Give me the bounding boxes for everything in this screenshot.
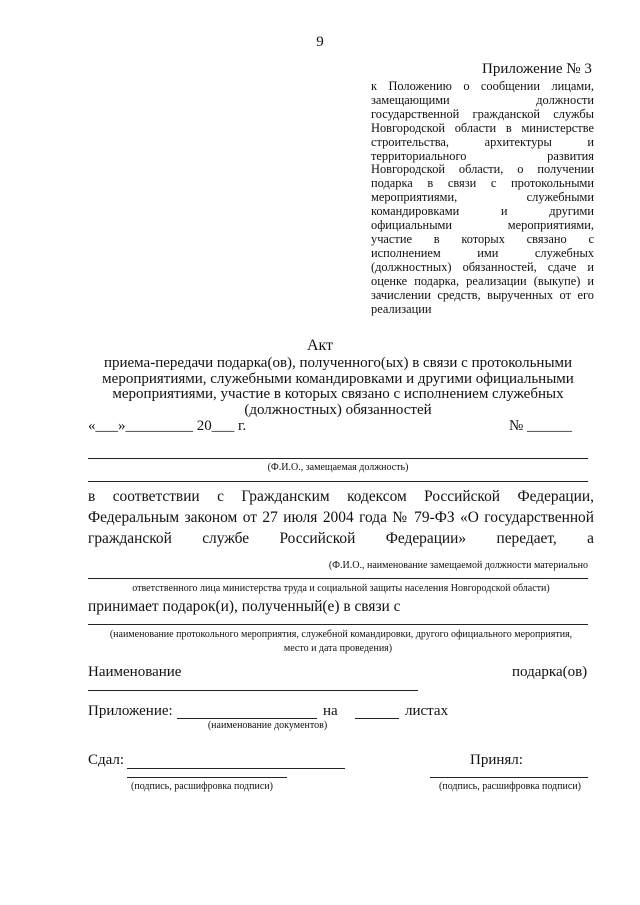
attachment-sheets-line xyxy=(355,718,399,719)
caption-event-2: место и дата проведения) xyxy=(283,643,393,654)
act-number-field: № ______ xyxy=(509,418,573,434)
caption-responsible-1: (Ф.И.О., наименование замещаемой должности материально xyxy=(328,560,588,571)
date-field: «___»_________ 20___ г. xyxy=(88,418,247,434)
appendix-line: оценке подарка, реализации (выкупе) и xyxy=(371,273,594,288)
accepted-signature-line xyxy=(430,777,588,778)
appendix-reference xyxy=(371,80,594,316)
accepted-label: Принял: xyxy=(470,752,523,768)
body-line: гражданской службе Российской Федерации» передает, а xyxy=(88,530,594,547)
appendix-line: к Положению о сообщении лицами, xyxy=(371,79,594,93)
act-subtitle: приема-передачи подарка(ов), полученного(ых) в связи с протокольными мероприятиями, служебными командировками и другими официальными мероприятиями, участие в которых связано с исполнением служебных (должностных) обязанностей xyxy=(102,355,574,418)
appendix-line: командировками и другими xyxy=(371,204,594,219)
caption-accepted-signature: (подпись, расшифровка подписи) xyxy=(439,781,581,792)
responsible-line xyxy=(88,578,588,579)
appendix-title: Приложение № 3 xyxy=(482,61,592,77)
appendix-line: Новгородской области в министерстве xyxy=(371,120,594,135)
body-line: Федеральным законом от 27 июля 2004 года № 79-ФЗ «О государственной xyxy=(88,509,594,526)
caption-documents: (наименование документов) xyxy=(207,720,328,731)
appendix-line: зачислении средств, вырученных от его xyxy=(371,287,594,302)
handed-label: Сдал: xyxy=(88,752,125,768)
appendix-line: официальными мероприятиями, xyxy=(371,218,594,233)
fio-line xyxy=(88,458,588,459)
caption-fio-position: (Ф.И.О., замещаемая должность) xyxy=(267,462,409,473)
event-line xyxy=(88,624,588,625)
attachment-label: Приложение: xyxy=(88,703,173,719)
appendix-line: подарка в связи с протокольными xyxy=(371,176,594,191)
attachment-sheets: листах xyxy=(405,703,449,719)
gift-name-line xyxy=(88,690,418,691)
caption-responsible-2: ответственного лица министерства труда и социальной защиты населения Новгородской области) xyxy=(132,583,550,594)
attachment-on: на xyxy=(323,703,338,719)
appendix-line: (должностных) обязанностей, сдаче и xyxy=(371,259,594,274)
accepts-text: принимает подарок(и), полученный(е) в связи с xyxy=(88,598,401,615)
appendix-line: строительства, архитектуры и xyxy=(371,134,594,149)
gift-label: подарка(ов) xyxy=(512,664,588,680)
act-title: Акт xyxy=(306,337,334,354)
caption-handed-signature: (подпись, расшифровка подписи) xyxy=(131,781,273,792)
handed-signature-subline xyxy=(127,777,287,778)
fio-line-2 xyxy=(88,481,588,482)
appendix-line: Новгородской области, о получении xyxy=(371,162,594,177)
appendix-line: участие в которых связано с xyxy=(371,231,594,246)
page-number: 9 xyxy=(316,34,324,50)
appendix-line: государственной гражданской службы xyxy=(371,106,594,121)
attachment-docs-line xyxy=(177,718,317,719)
appendix-line: территориального развития xyxy=(371,148,594,163)
appendix-line: реализации xyxy=(371,301,432,316)
caption-event-1: (наименование протокольного мероприятия, служебной командировки, другого официального мероприятия, xyxy=(109,629,573,640)
appendix-line: мероприятиями, служебными xyxy=(371,190,594,205)
name-label: Наименование xyxy=(88,664,182,680)
handed-signature-line xyxy=(127,768,345,769)
appendix-line: замещающими должности xyxy=(371,92,594,107)
body-paragraph xyxy=(88,486,594,549)
body-line: в соответствии с Гражданским кодексом Российской Федерации, xyxy=(88,488,594,505)
appendix-line: исполнением ими служебных xyxy=(371,245,594,260)
